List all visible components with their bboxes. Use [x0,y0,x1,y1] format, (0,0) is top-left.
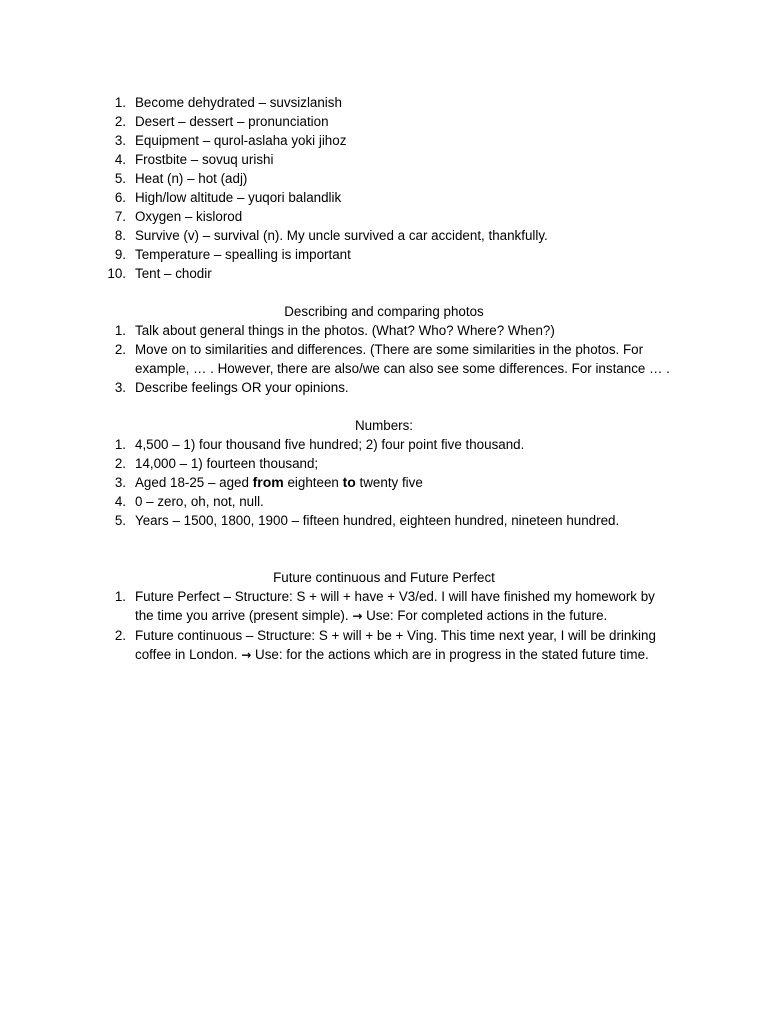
item-number: 6. [114,190,126,205]
list-item [0,93,768,112]
list-item [0,150,768,169]
list-item [0,226,768,245]
item-text: Years – 1500, 1800, 1900 – fifteen hundred, eighteen hundred, nineteen hundred. [135,513,620,528]
future-list [0,587,768,665]
item-text: Frostbite – sovuq urishi [135,152,274,167]
item-text-line: the time you arrive (present simple). [135,608,353,623]
list-item [0,264,768,283]
list-item [0,473,768,492]
list-item [0,245,768,264]
list-item [0,435,768,454]
list-item [0,207,768,226]
item-number: 4. [114,494,126,509]
vocabulary-list [0,93,768,283]
numbers-list [0,435,768,530]
item-number: 1. [114,589,126,604]
item-text-pre: Aged 18-25 – aged [135,475,253,490]
spacer [0,283,768,302]
item-text: Oxygen – kislorod [135,209,243,224]
list-item [0,188,768,207]
list-item [0,112,768,131]
item-number: 2. [114,114,126,129]
item-text: 14,000 – 1) fourteen thousand; [135,456,319,471]
arrow-right-icon: → [241,648,252,662]
item-text-line: coffee in London. [135,647,242,662]
document-page [0,93,768,665]
item-number: 9. [114,247,126,262]
item-number: 2. [114,456,126,471]
bold-word-from: from [252,474,284,490]
item-text: Describe feelings OR your opinions. [135,380,349,395]
item-number: 5. [114,513,126,528]
item-number: 8. [114,228,126,243]
item-number: 1. [114,95,126,110]
item-number: 7. [114,209,126,224]
list-item [0,340,768,378]
item-number: 10. [107,266,126,281]
bold-word-to: to [342,474,356,490]
item-number: 1. [114,437,126,452]
item-text-line: Future continuous – Structure: S + will + be + Ving. This time next year, I will be drinking [135,628,656,643]
item-text: Temperature – spealling is important [135,247,351,262]
list-item [0,378,768,397]
item-text-line: Use: for the actions which are in progress in the stated future time. [251,647,649,662]
item-text: Survive (v) – survival (n). My uncle survived a car accident, thankfully. [135,228,548,243]
item-text-line: Future Perfect – Structure: S + will + have + V3/ed. I will have finished my homework by [135,589,655,604]
list-item [0,321,768,340]
item-number: 3. [114,380,126,395]
item-text: Become dehydrated – suvsizlanish [135,95,342,110]
photos-list [0,321,768,397]
item-number: 2. [114,342,126,357]
list-item [0,492,768,511]
list-item [0,169,768,188]
item-text: Heat (n) – hot (adj) [135,171,248,186]
spacer [0,530,768,568]
item-number: 2. [114,628,126,643]
item-text: High/low altitude – yuqori balandlik [135,190,342,205]
item-number: 1. [114,323,126,338]
item-text: Equipment – qurol-aslaha yoki jihoz [135,133,347,148]
list-item [0,626,768,665]
item-text-line: Use: For completed actions in the future. [362,608,608,623]
list-item [0,587,768,626]
item-number: 3. [114,133,126,148]
item-text: Talk about general things in the photos. (What? Who? Where? When?) [135,323,555,338]
item-text: Tent – chodir [135,266,212,281]
section-heading-numbers: Numbers: [354,418,414,433]
item-number: 3. [114,475,126,490]
item-text-line: example, … . However, there are also/we can also see some differences. For instance … . [135,361,670,376]
item-text-mid: eighteen [283,475,343,490]
item-text-post: twenty five [355,475,423,490]
section-heading-photos: Describing and comparing photos [284,304,484,319]
list-item [0,511,768,530]
item-text-line: Move on to similarities and differences. (There are some similarities in the photos. For [135,342,644,357]
list-item [0,454,768,473]
item-text: Desert – dessert – pronunciation [135,114,329,129]
item-text: 4,500 – 1) four thousand five hundred; 2) four point five thousand. [135,437,525,452]
arrow-right-icon: → [352,609,363,623]
item-number: 4. [114,152,126,167]
item-number: 5. [114,171,126,186]
spacer [0,397,768,416]
item-text: 0 – zero, oh, not, null. [135,494,264,509]
list-item [0,131,768,150]
section-heading-future: Future continuous and Future Perfect [273,570,495,585]
